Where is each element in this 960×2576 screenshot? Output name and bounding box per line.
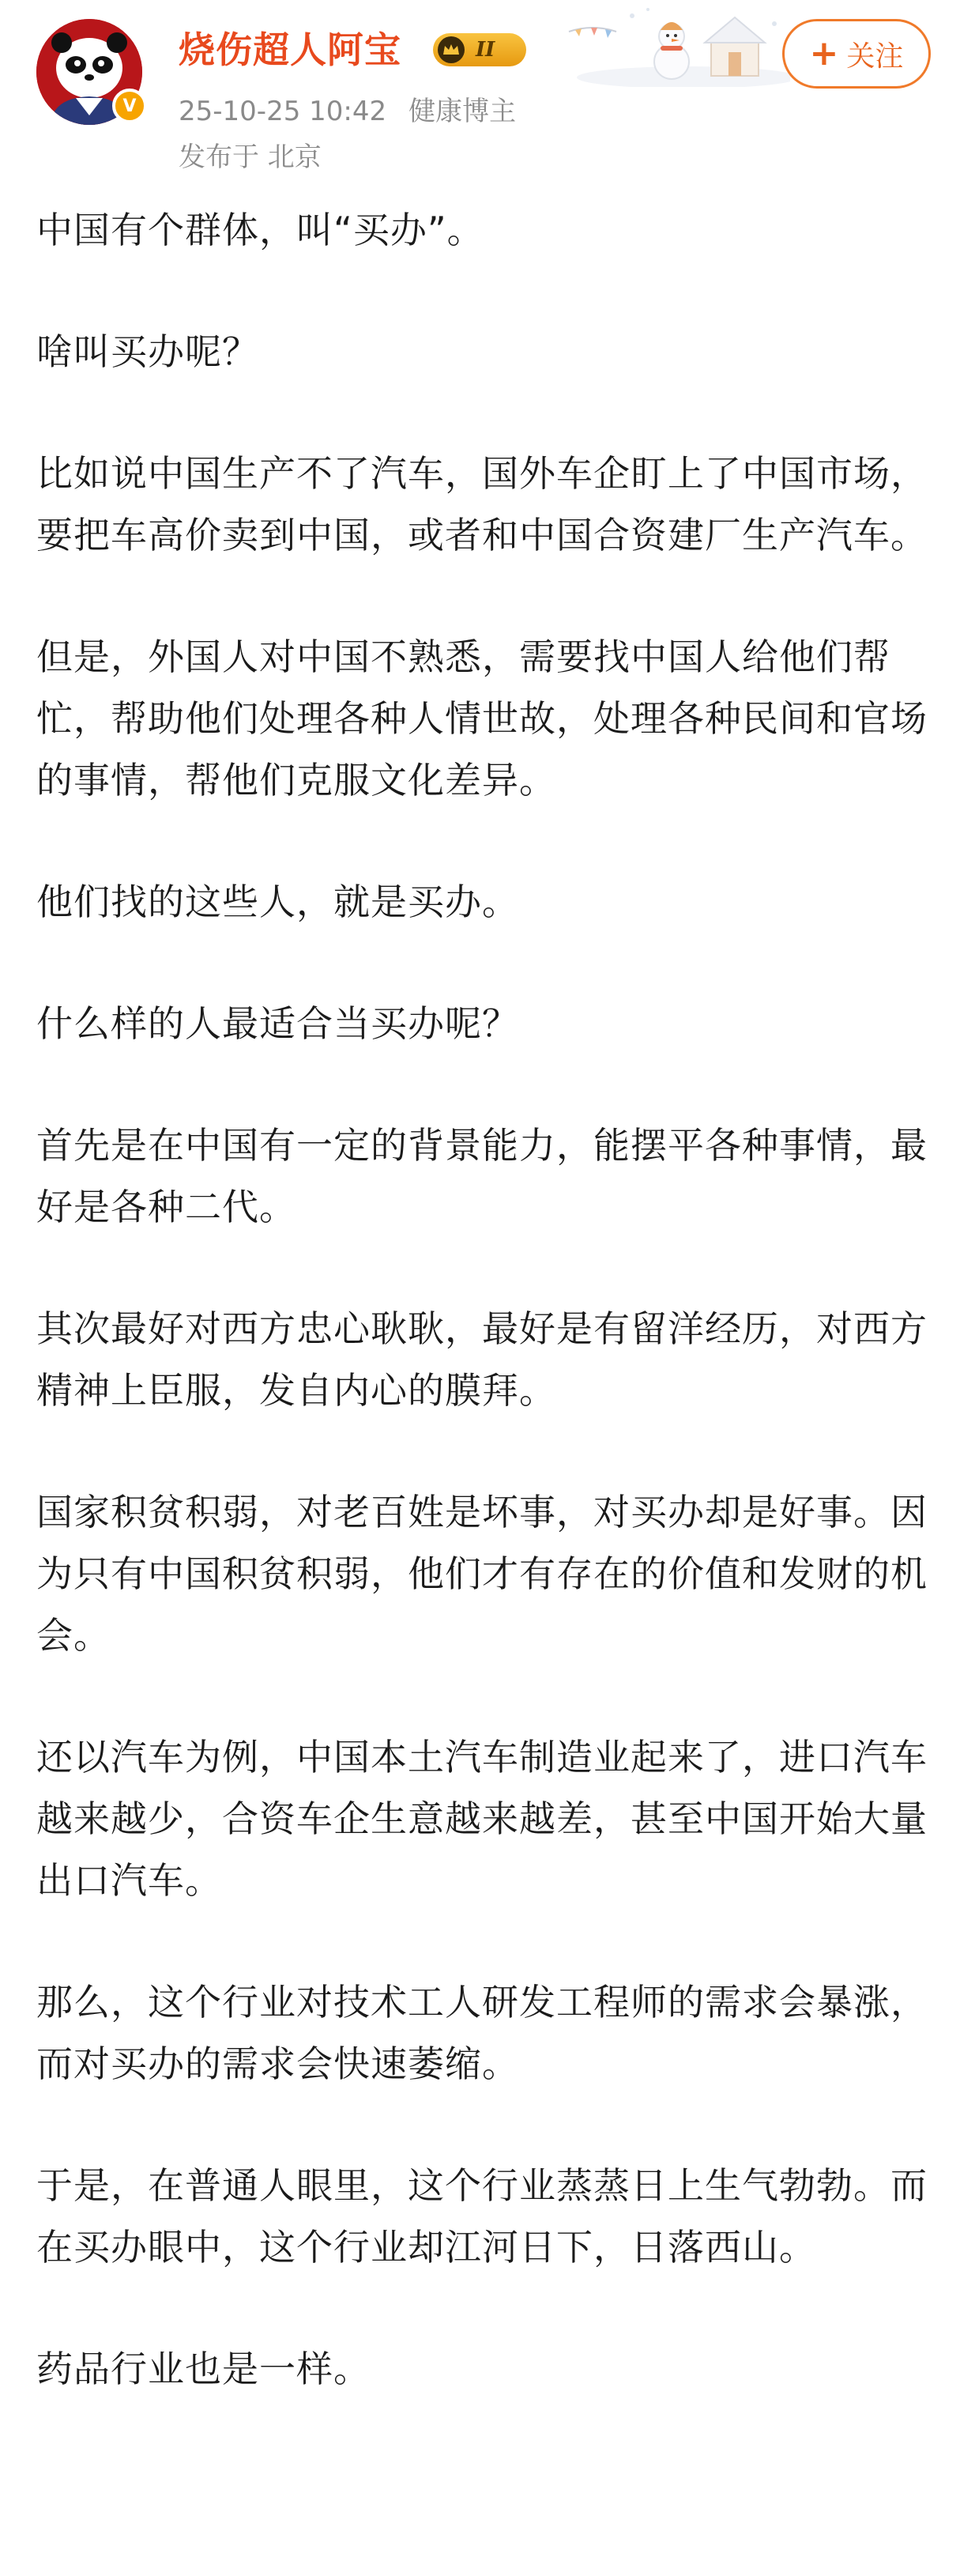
crown-icon xyxy=(438,36,465,63)
follow-label: 关注 xyxy=(846,40,904,73)
post-paragraph: 还以汽车为例，中国本土汽车制造业起来了，进口汽车越来越少，合资车企生意越来越差，甚至中国开始大量出口汽车。 xyxy=(36,1736,928,1902)
author-category: 健康博主 xyxy=(408,96,517,127)
post-body xyxy=(36,199,929,2460)
post-location: 发布于 北京 xyxy=(179,141,322,173)
post-date: 25-10-25 10:42 xyxy=(179,96,387,127)
post-meta xyxy=(179,93,516,130)
snowman-decoration-icon xyxy=(553,0,790,87)
plus-icon: + xyxy=(809,33,839,74)
post-paragraph: 他们找的这些人，就是买办。 xyxy=(36,881,519,923)
verified-mark: V xyxy=(122,96,137,116)
post-header xyxy=(0,0,960,190)
post-paragraph: 但是，外国人对中国不熟悉，需要找中国人给他们帮忙，帮助他们处理各种人情世故，处理各种民间和官场的事情，帮他们克服文化差异。 xyxy=(36,636,928,801)
post-paragraph: 比如说中国生产不了汽车，国外车企盯上了中国市场，要把车高价卖到中国，或者和中国合资建厂生产汽车。 xyxy=(36,452,928,556)
level-text: II xyxy=(476,38,495,62)
post-paragraph: 于是，在普通人眼里，这个行业蒸蒸日上生气勃勃。而在买办眼中，这个行业却江河日下，日落西山。 xyxy=(36,2164,928,2269)
post-paragraph: 啥叫买办呢？ xyxy=(36,330,259,373)
post-paragraph: 中国有个群体，叫“买办”。 xyxy=(36,209,484,251)
post-paragraph: 什么样的人最适合当买办呢？ xyxy=(36,1002,519,1045)
post-paragraph: 其次最好对西方忠心耿耿，最好是有留洋经历，对西方精神上臣服，发自内心的膜拜。 xyxy=(36,1307,928,1412)
post-paragraph: 国家积贫积弱，对老百姓是坏事，对买办却是好事。因为只有中国积贫积弱，他们才有存在的价值和发财的机会。 xyxy=(36,1491,928,1657)
author-name[interactable]: 烧伤超人阿宝 xyxy=(179,28,401,71)
follow-button[interactable] xyxy=(782,19,931,89)
post-paragraph: 首先是在中国有一定的背景能力，能摆平各种事情，最好是各种二代。 xyxy=(36,1124,928,1228)
post-paragraph: 药品行业也是一样。 xyxy=(36,2348,371,2390)
level-badge[interactable] xyxy=(433,33,526,66)
post-paragraph: 那么，这个行业对技术工人研发工程师的需求会暴涨，而对买办的需求会快速萎缩。 xyxy=(36,1981,928,2085)
verified-badge-icon xyxy=(112,89,147,123)
avatar[interactable] xyxy=(36,19,142,125)
